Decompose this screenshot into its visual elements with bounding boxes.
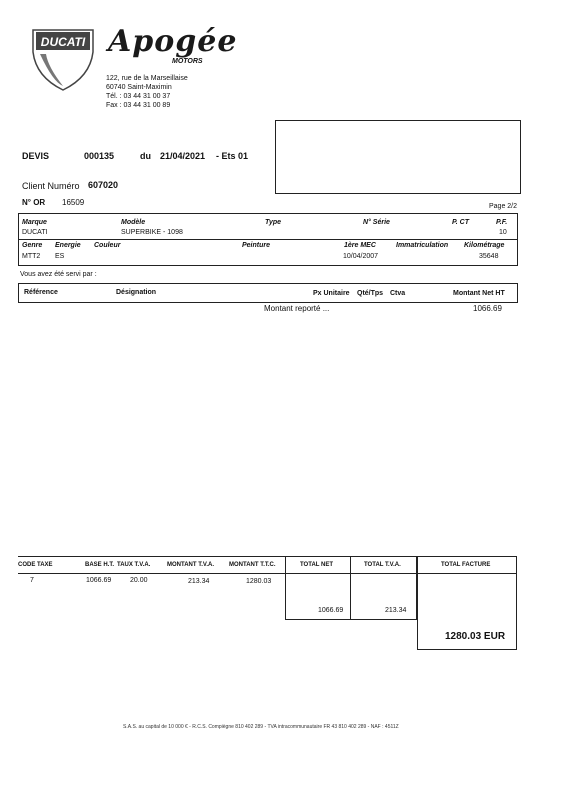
address-line1: 122, rue de la Marseillaise [106, 75, 188, 82]
page-number: Page 2/2 [489, 203, 518, 210]
served-by-label: Vous avez été servi par : [20, 271, 97, 278]
total-tva-value: 213.34 [385, 607, 407, 614]
items-header-ctva: Ctva [390, 290, 406, 297]
or-label: N° OR [22, 198, 46, 207]
items-header [18, 283, 518, 303]
total-net-label: TOTAL NET [300, 562, 333, 568]
total-facture-label: TOTAL FACTURE [441, 562, 491, 568]
vehicle-header-modele: Modèle [121, 219, 146, 226]
vehicle-km: 35648 [479, 253, 499, 260]
vehicle-header-genre: Genre [22, 242, 43, 249]
items-header-qte: Qté/Tps [357, 290, 384, 297]
devis-establishment: - Ets 01 [216, 151, 249, 161]
company-subtitle: MOTORS [172, 58, 203, 65]
totals-bottom-line [285, 619, 416, 620]
client-number: 607020 [88, 180, 119, 190]
vehicle-marque: DUCATI [22, 229, 48, 236]
company-name: Apogée [108, 24, 238, 59]
devis-number: 000135 [84, 151, 115, 161]
or-number: 16509 [62, 198, 85, 207]
tax-code: 7 [30, 577, 34, 584]
vehicle-header-pf: P.F. [496, 219, 508, 226]
total-net-value: 1066.69 [318, 607, 344, 614]
items-header-px-unitaire: Px Unitaire [313, 290, 350, 297]
vehicle-header-mec: 1ère MEC [344, 242, 376, 249]
tax-header-montant-ttc: MONTANT T.T.C. [229, 562, 276, 568]
total-tva-label: TOTAL T.V.A. [364, 562, 401, 568]
ducati-logo [28, 22, 98, 92]
tax-base: 1066.69 [86, 577, 112, 584]
tax-divider-2 [350, 556, 351, 620]
vehicle-header-peinture: Peinture [242, 242, 271, 249]
phone: Tél. : 03 44 31 00 37 [106, 93, 171, 100]
vehicle-header-km: Kilométrage [464, 242, 505, 249]
vehicle-header-serie: N° Série [363, 219, 390, 226]
vehicle-header-energie: Energie [55, 242, 81, 249]
fax: Fax : 03 44 31 00 89 [106, 102, 171, 109]
total-facture-header-line [417, 573, 516, 574]
total-facture-value: 1280.03 EUR [445, 631, 506, 642]
vehicle-header-immat: Immatriculation [396, 242, 449, 249]
vehicle-genre: MTT2 [22, 253, 41, 260]
tax-header-taux: TAUX T.V.A. [117, 562, 151, 568]
vehicle-mec: 10/04/2007 [343, 253, 379, 260]
vehicle-header-type: Type [265, 219, 282, 226]
vehicle-divider [18, 239, 517, 240]
tax-header-base: BASE H.T. [85, 562, 115, 568]
vehicle-header-couleur: Couleur [94, 242, 121, 249]
ducati-wordmark: DUCATI [40, 35, 86, 49]
items-header-designation: Désignation [116, 289, 157, 296]
devis-label: DEVIS [22, 151, 50, 161]
client-number-label: Client Numéro [22, 181, 80, 191]
tax-header-montant-tva: MONTANT T.V.A. [167, 562, 215, 568]
items-header-montant: Montant Net HT [453, 290, 505, 297]
tax-montant-ttc: 1280.03 [246, 578, 272, 585]
tax-table-header-line [18, 573, 416, 574]
client-address-box [275, 120, 521, 194]
address-line2: 60740 Saint-Maximin [106, 84, 172, 91]
legal-footer: S.A.S. au capital de 10 000 € - R.C.S. Compiègne 810 402 289 - TVA intracommunautaire FR 43 810 402 289 - NAF : 4511Z [123, 724, 399, 730]
vehicle-pf: 10 [499, 229, 507, 236]
tax-divider-1 [285, 556, 286, 620]
devis-date: 21/04/2021 [160, 151, 206, 161]
vehicle-energie: ES [55, 253, 65, 260]
tax-header-code: CODE TAXE [18, 562, 53, 568]
vehicle-header-marque: Marque [22, 219, 47, 226]
vehicle-modele: SUPERBIKE - 1098 [121, 229, 183, 236]
items-header-reference: Référence [24, 289, 58, 296]
reported-amount: 1066.69 [473, 304, 502, 313]
vehicle-header-pct: P. CT [452, 219, 469, 226]
devis-du-label: du [140, 151, 151, 161]
reported-label: Montant reporté ... [264, 304, 330, 313]
tax-montant-tva: 213.34 [188, 578, 210, 585]
tax-taux: 20.00 [130, 577, 148, 584]
